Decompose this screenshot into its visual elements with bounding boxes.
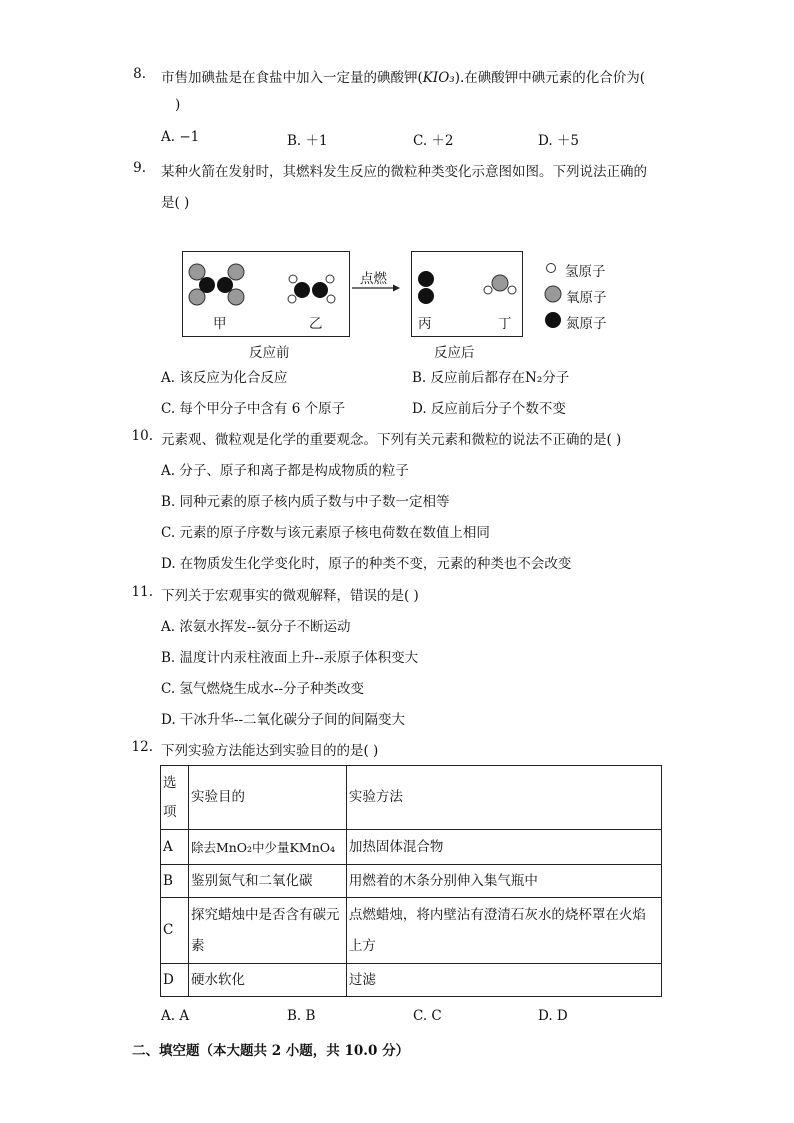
option-d: D. ＋5: [538, 133, 580, 149]
question-number: 11.: [131, 584, 153, 600]
table-cell: 鉴别氮气和二氧化碳: [188, 865, 346, 898]
legend-nitrogen-marker: [545, 312, 561, 328]
legend-hydrogen-marker: [547, 264, 556, 273]
table-row: [161, 865, 662, 898]
table-row: [161, 830, 662, 865]
table-cell: 点燃蜡烛，将内壁沾有澄清石灰水的烧杯罩在火焰上方: [346, 898, 661, 964]
option-d: D. 反应前后分子个数不变: [412, 401, 566, 417]
table-cell: A: [161, 830, 189, 865]
table-cell: B: [161, 865, 189, 898]
option-b: B. ＋1: [287, 133, 328, 149]
question-text-cont: ): [175, 97, 181, 113]
experiment-table: [160, 765, 662, 997]
table-cell: 探究蜡烛中是否含有碳元素: [188, 898, 346, 964]
table-header-cell: 实验方法: [346, 766, 661, 830]
option-d: D. 在物质发生化学变化时，原子的种类不变，元素的种类也不会改变: [161, 556, 572, 572]
question-number: 12.: [131, 739, 153, 755]
table-header-row: [161, 766, 662, 830]
table-row: [161, 964, 662, 997]
question-text: 下列关于宏观事实的微观解释，错误的是( ): [161, 588, 419, 604]
legend-oxygen: 氧原子: [566, 290, 607, 306]
option-d: D. D: [538, 1008, 568, 1024]
question-text: 某种火箭在发射时，其燃料发生反应的微粒种类变化示意图如图。下列说法正确的: [161, 164, 647, 180]
question-number: 8.: [133, 66, 146, 82]
table-cell: 除去MnO₂中少量KMnO₄: [188, 830, 346, 865]
question-text: 下列实验方法能达到实验目的的是( ): [161, 743, 379, 759]
question-text: 市售加碘盐是在食盐中加入一定量的碘酸钾(KIO₃).在碘酸钾中碘元素的化合价为(: [161, 70, 646, 86]
table-header-cell: 实验目的: [188, 766, 346, 830]
arrow-label: 点燃: [360, 271, 387, 287]
label-after: 反应后: [434, 345, 475, 361]
option-c: C. 氢气燃烧生成水--分子种类改变: [161, 681, 365, 697]
option-d: D. 干冰升华--二氧化碳分子间的间隔变大: [161, 712, 406, 728]
question-number: 10.: [131, 428, 153, 444]
question-number: 9.: [133, 160, 146, 176]
label-yi: 乙: [309, 316, 323, 332]
label-before: 反应前: [249, 345, 290, 361]
option-c: C. C: [413, 1008, 442, 1024]
table-row: [161, 898, 662, 964]
option-a: A. −1: [161, 129, 200, 145]
before-box: [182, 251, 350, 337]
table-cell: C: [161, 898, 189, 964]
question-text-cont: 是( ): [161, 195, 190, 211]
section-heading: 二、填空题（本大题共 2 小题，共 10.0 分）: [132, 1043, 410, 1059]
option-a: A. 分子、原子和离子都是构成物质的粒子: [161, 463, 409, 479]
question-text: 元素观、微粒观是化学的重要观念。下列有关元素和微粒的说法不正确的是( ): [161, 432, 622, 448]
label-bing: 丙: [418, 316, 432, 332]
table-header-cell: 选项: [161, 766, 189, 830]
legend-oxygen-marker: [545, 286, 561, 302]
table-cell: 过滤: [346, 964, 661, 997]
table-cell: 用燃着的木条分别伸入集气瓶中: [346, 865, 661, 898]
formula: KIO₃: [422, 70, 455, 86]
option-a: A. 该反应为化合反应: [161, 370, 288, 386]
option-b: B. 同种元素的原子核内质子数与中子数一定相等: [161, 494, 450, 510]
table-cell: 加热固体混合物: [346, 830, 661, 865]
label-jia: 甲: [213, 316, 227, 332]
option-a: A. 浓氨水挥发--氨分子不断运动: [161, 619, 351, 635]
table-cell: D: [161, 964, 189, 997]
option-c: C. 每个甲分子中含有 6 个原子: [161, 401, 346, 417]
option-b: B. B: [287, 1008, 316, 1024]
table-cell: 硬水软化: [188, 964, 346, 997]
option-b: B. 反应前后都存在N₂分子: [412, 370, 570, 386]
option-c: C. 元素的原子序数与该元素原子核电荷数在数值上相同: [161, 525, 490, 541]
option-c: C. ＋2: [413, 133, 454, 149]
label-ding: 丁: [498, 316, 512, 332]
option-b: B. 温度计内汞柱液面上升--汞原子体积变大: [161, 650, 419, 666]
option-a: A. A: [161, 1008, 190, 1024]
legend-nitrogen: 氮原子: [566, 316, 607, 332]
legend-hydrogen: 氢原子: [565, 264, 606, 280]
